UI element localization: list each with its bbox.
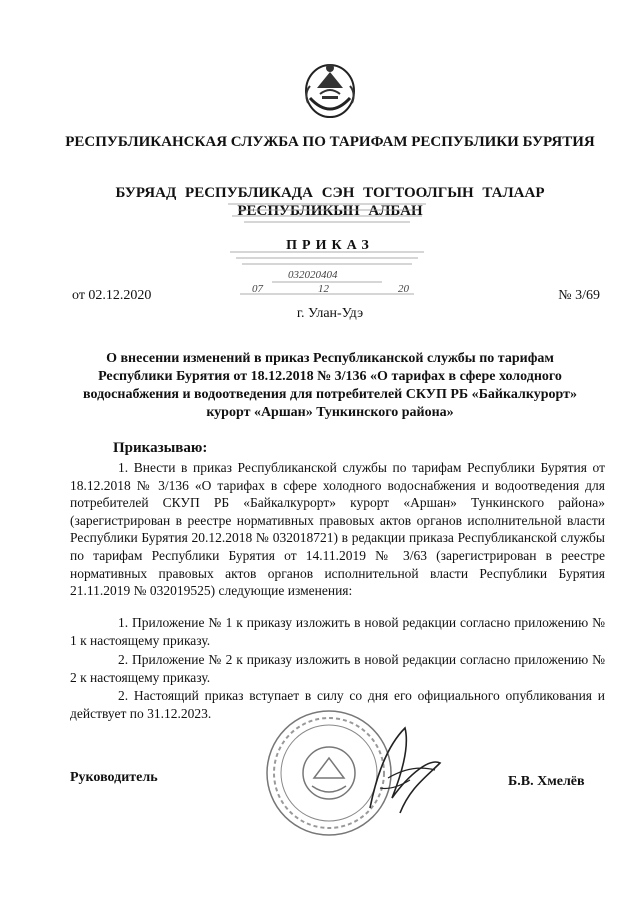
signatory-name: Б.В. Хмелёв	[508, 774, 585, 789]
paragraph-2: 2. Настоящий приказ вступает в силу со дня его официального опубликования и действует по 31.12.2023.	[70, 688, 605, 721]
organization-name-ru: РЕСПУБЛИКАНСКАЯ СЛУЖБА ПО ТАРИФАМ РЕСПУБЛИКИ БУРЯТИЯ	[65, 134, 595, 150]
stamp-year: 20	[398, 283, 409, 295]
coat-of-arms-emblem	[300, 58, 360, 120]
stamp-month: 12	[318, 283, 329, 295]
signatory-title: Руководитель	[70, 770, 158, 785]
document-city: г. Улан-Удэ	[296, 306, 364, 321]
document-subject: О внесении изменений в приказ Республиканской службы по тарифам Республики Бурятия от 18.12.2018 № 3/136 «О тарифах в сфере холодного водоснабжения и водоотведения для потребителей СКУП РБ «Байкалкурорт» курорт «Аршан» Тункинского района»	[83, 351, 577, 420]
document-type: ПРИКАЗ	[286, 238, 374, 253]
paragraph-1-2: 2. Приложение № 2 к приказу изложить в новой редакции согласно приложению № 2 к настоящему приказу.	[70, 652, 605, 685]
document-number: № 3/69	[558, 288, 600, 303]
paragraph-1-1: 1. Приложение № 1 к приказу изложить в новой редакции согласно приложению № 1 к настоящему приказу.	[70, 615, 605, 648]
handwritten-signature	[350, 718, 450, 828]
order-word: Приказываю:	[113, 440, 208, 456]
organization-name-bu: БУРЯАД РЕСПУБЛИКАДА СЭН ТОГТООЛГЫН ТАЛААР РЕСПУБЛИКЫН АЛБАН	[115, 185, 545, 219]
date-number-line	[60, 288, 600, 308]
document-date: от 02.12.2020	[72, 288, 152, 303]
stamp-reg-number: 032020404	[288, 269, 338, 281]
stamp-day: 07	[252, 283, 263, 295]
paragraph-1: 1. Внести в приказ Республиканской службы по тарифам Республики Бурятия от 18.12.2018 № 3/136 «О тарифах в сфере холодного водоснабжения и водоотведения для потребителей СКУП РБ «Байкалкурорт» курорт «Аршан» Тункинского района» (зарегистрирован в реестре нормативных правовых актов органов исполнительной власти Республики Бурятия 20.12.2018 № 032018721) в редакции приказа Республиканской службы по тарифам Республики Бурятия от 14.11.2019 № 3/63 (зарегистрирован в реестре нормативных правовых актов органов исполнительной власти Республики Бурятия 21.11.2019 № 032019525) следующие изменения:	[70, 460, 605, 599]
